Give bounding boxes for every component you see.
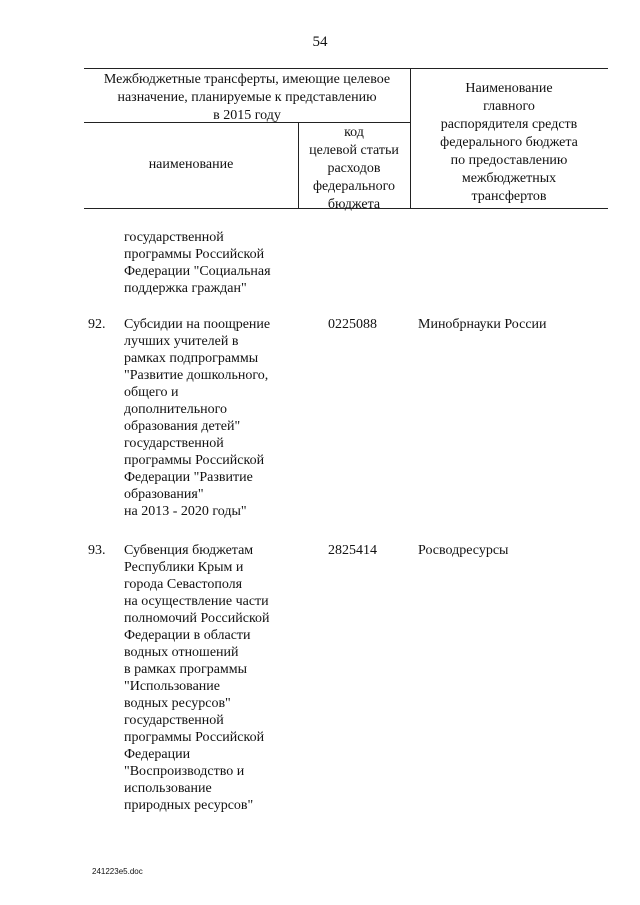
row-code: 0225088 xyxy=(328,317,377,332)
row-number: 93. xyxy=(88,543,106,558)
header-group-title: Межбюджетные трансферты, имеющие целевое назначение, планируемые к представлению в 2015 году xyxy=(103,72,391,123)
footer-filename: 241223e5.doc xyxy=(92,867,143,876)
header-col-name: наименование xyxy=(148,157,234,172)
page-number: 54 xyxy=(312,34,328,50)
row-name: Субвенция бюджетам Республики Крым и города Севастополя на осуществление части полномочий Российской Федерации в области водных отношений в рамках программы "Использование водных ресурсов" государственной программы Российской Федерации "Воспроизводство и использование природных ресурсов" xyxy=(124,543,270,813)
row-code: 2825414 xyxy=(328,543,377,558)
header-col-admin: Наименование главного распорядителя средств федерального бюджета по предоставлению межбюджетных трансфертов xyxy=(440,81,578,204)
row-admin: Росводресурсы xyxy=(418,543,509,558)
row-name: Субсидии на поощрение лучших учителей в рамках подпрограммы "Развитие дошкольного, общего и дополнительного образования детей" государственной программы Российской Федерации "Развитие образования" на 2013 - 2020 годы" xyxy=(124,317,271,519)
header-top-border xyxy=(84,68,608,69)
row-name: государственной программы Российской Федерации "Социальная поддержка граждан" xyxy=(124,230,271,296)
row-number: 92. xyxy=(88,317,106,332)
header-col-code: код целевой статьи расходов федерального бюджета xyxy=(309,125,399,212)
row-admin: Минобрнауки России xyxy=(418,317,547,332)
